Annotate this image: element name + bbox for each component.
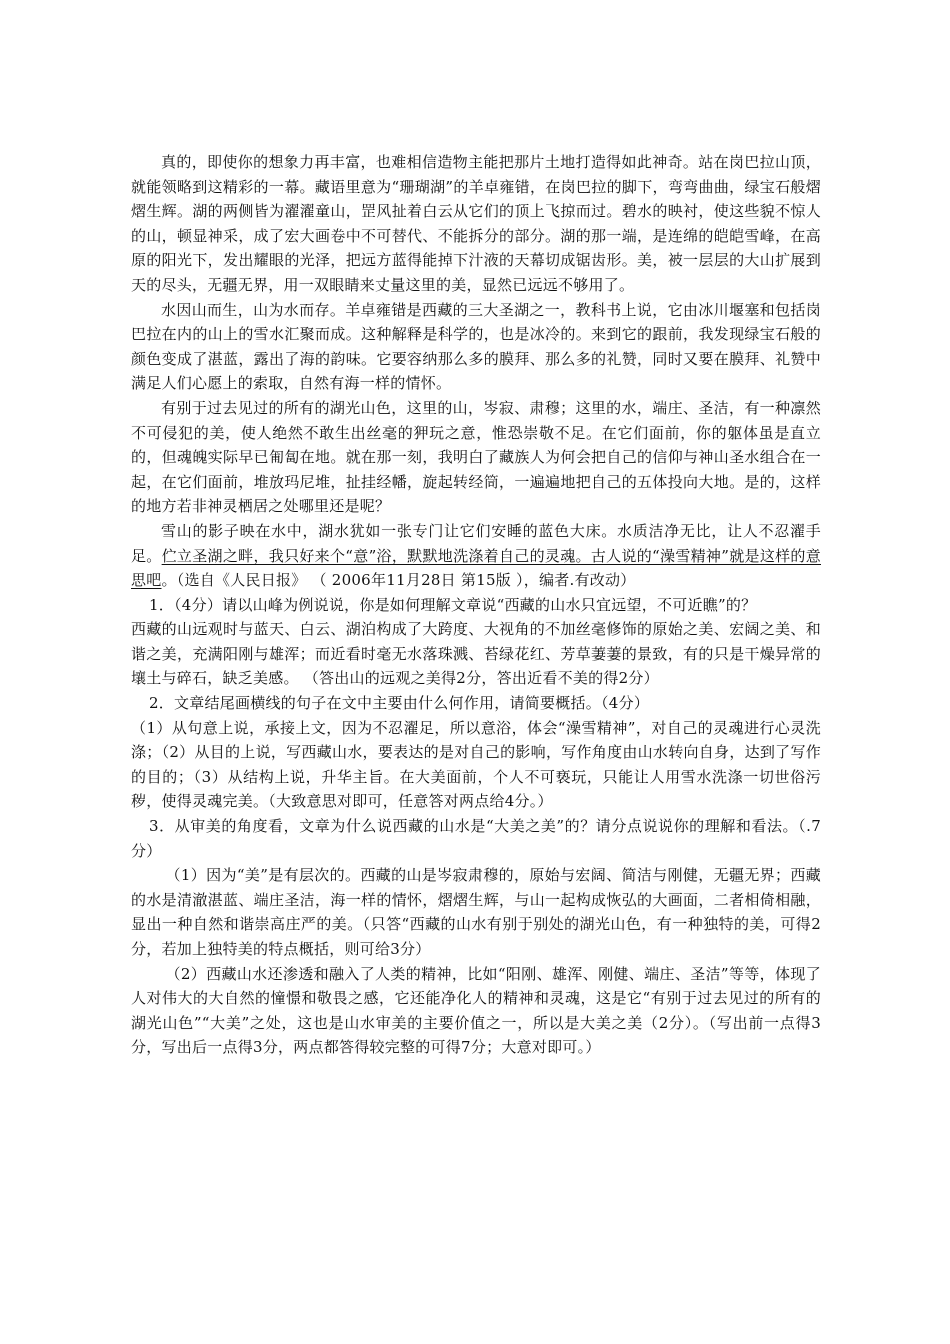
source-note: 。（选自《人民日报》 （ 2006年11月28日 第15版 ），编者.有改动） [161, 571, 636, 590]
underlined-sentence: 伫立圣湖之畔，我只好来个“意”浴，默默地洗涤着自己的灵魂。古人说的“澡雪精神”就是这样的意思吧 [131, 546, 821, 590]
question-2: 2．文章结尾画横线的句子在文中主要由什么何作用，请简要概括。（4分） [149, 694, 650, 713]
article-paragraph-1: 真的，即使你的想象力再丰富，也难相信造物主能把那片土地打造得如此神奇。站在岗巴拉山顶，就能领略到这精彩的一幕。藏语里意为“珊瑚湖”的羊卓雍错，在岗巴拉的脚下，弯弯曲曲，绿宝石般熠熠生辉。湖的两侧皆为濯濯童山，罡风扯着白云从它们的顶上飞掠而过。碧水的映衬，使这些貌不惊人的山，顿显神采，成了宏大画卷中不可替代、不能拆分的部分。湖的那一端，是连绵的皑皑雪峰，在高原的阳光下，发出耀眼的光泽，把远方蓝得能掉下汁液的天幕切成锯齿形。美，被一层层的大山扩展到天的尽头，无疆无界，用一双眼睛来丈量这里的美，显然已远远不够用了。 [131, 153, 821, 294]
answer-2: （1）从句意上说，承接上文，因为不忍濯足，所以意浴，体会“澡雪精神”，对自己的灵魂进行心灵洗涤；（2）从目的上说，写西藏山水，要表达的是对自己的影响，写作角度由山水转向自身，达到了写作的目的；（3）从结构上说，升华主旨。在大美面前，个人不可亵玩，只能让人用雪水洗涤一切世俗污秽，使得灵魂完美。（大致意思对即可，任意答对两点给4分。） [131, 718, 821, 811]
article-paragraph-2: 水因山而生，山为水而存。羊卓雍错是西藏的三大圣湖之一，教科书上说，它由冰川堰塞和包括岗巴拉在内的山上的雪水汇聚而成。这种解释是科学的，也是冰冷的。来到它的跟前，我发现绿宝石般的颜色变成了湛蓝，露出了海的韵味。它要容纳那么多的膜拜、那么多的礼赞，同时又要在膜拜、礼赞中满足人们心愿上的索取，自然有海一样的情怀。 [131, 300, 821, 393]
document-page [131, 150, 821, 1060]
paragraph-4-start: 雪山的影子映在水中，湖水犹如一张专门让它们安睡的蓝色大床。水质洁净无比，让人不忍濯手足。 [131, 521, 821, 565]
answer-3-point-2: （2）西藏山水还渗透和融入了人类的精神，比如“阳刚、雄浑、刚健、端庄、圣洁”等等，体现了人对伟大的大自然的憧憬和敬畏之感，它还能净化人的精神和灵魂，这是它“有别于过去见过的所有的湖光山色”“大美”之处，这也是山水审美的主要价值之一，所以是大美之美（2分）。（写出前一点得3分，写出后一点得3分，两点都答得较完整的可得7分；大意对即可。） [131, 964, 821, 1057]
article-paragraph-3: 有别于过去见过的所有的湖光山色，这里的山，岑寂、肃穆；这里的水，端庄、圣洁，有一种凛然不可侵犯的美，使人绝然不敢生出丝毫的狎玩之意，惟恐崇敬不足。在它们面前，你的躯体虽是直立的，但魂魄实际早已匍匐在地。就在那一刻，我明白了藏族人为何会把自己的信仰与神山圣水组合在一起，在它们面前，堆放玛尼堆，扯挂经幡，旋起转经筒，一遍遍地把自己的五体投向大地。是的，这样的地方若非神灵栖居之处哪里还是呢？ [131, 398, 821, 516]
question-3: 3．从审美的角度看，文章为什么说西藏的山水是“大美之美”的？请分点说说你的理解和看法。（.7分） [131, 817, 821, 860]
answer-1: 西藏的山远观时与蓝天、白云、湖泊构成了大跨度、大视角的不加丝毫修饰的原始之美、宏阔之美、和谐之美，充满阳刚与雄浑；而近看时毫无水落珠溅、苔绿花红、芳草萋萋的景致，有的只是干燥异常的壤土与碎石，缺乏美感。 （答出山的远观之美得2分，答出近看不美的得2分） [131, 620, 821, 688]
article-paragraph-4 [131, 519, 821, 593]
question-1: 1．（4分）请以山峰为例说说，你是如何理解文章说“西藏的山水只宜远望，不可近瞧”的？ [149, 595, 757, 614]
answer-3-point-1: （1）因为“美”是有层次的。西藏的山是岑寂肃穆的，原始与宏阔、简洁与刚健，无疆无界；西藏的水是清澈湛蓝、端庄圣洁，海一样的情怀，熠熠生辉，与山一起构成恢弘的大画面，二者相倚相融，显出一种自然和谐崇高庄严的美。（只答“西藏的山水有别于别处的湖光山色，有一种独特的美，可得2分，若加上独特美的特点概括，则可给3分） [131, 866, 821, 958]
